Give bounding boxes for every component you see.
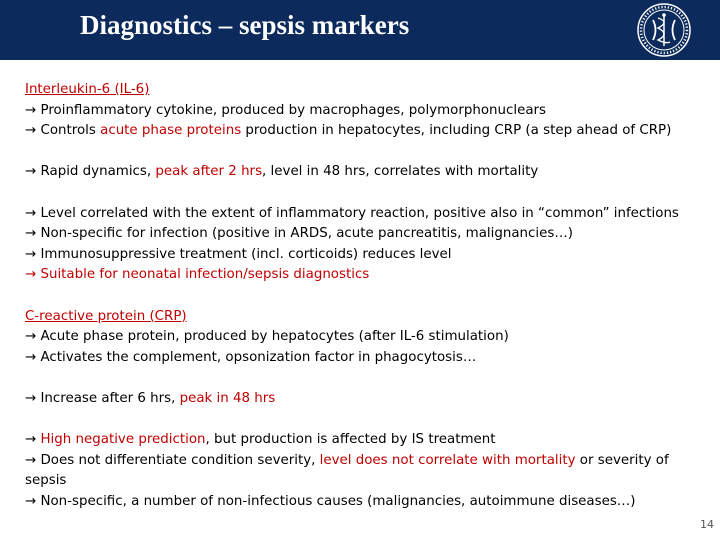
medical-faculty-seal-icon (636, 2, 692, 58)
crp-point-2: → Activates the complement, opsonization factor in phagocytosis… (25, 349, 477, 365)
il6-point-6: → Immunosuppressive treatment (incl. corticoids) reduces level (25, 246, 452, 262)
il6-point-1: → Proinflammatory cytokine, produced by macrophages, polymorphonuclears (25, 102, 547, 118)
crp-heading: C-reactive protein (CRP) (25, 308, 187, 324)
il6-point-5: → Non-specific for infection (positive in ARDS, acute pancreatitis, malignancies…) (25, 226, 573, 242)
slide-title: Diagnostics – sepsis markers (80, 10, 410, 40)
slide-header (0, 0, 720, 62)
crp-point-4: → High negative prediction, but production is affected by IS treatment (25, 432, 496, 448)
il6-point-2: → Controls acute phase proteins production in hepatocytes, including CRP (a step ahead of CRP) (25, 123, 672, 139)
crp-point-6: → Non-specific, a number of non-infectious causes (malignancies, autoimmune diseases…) (25, 493, 636, 509)
il6-heading: Interleukin-6 (IL-6) (25, 82, 150, 97)
crp-point-1: → Acute phase protein, produced by hepatocytes (after IL-6 stimulation) (25, 329, 509, 345)
slide-body (25, 80, 700, 512)
il6-point-3: → Rapid dynamics, peak after 2 hrs, level in 48 hrs, correlates with mortality (25, 164, 539, 180)
crp-point-5: → Does not differentiate condition severity, level does not correlate with mortality or severity of sepsis (25, 452, 673, 489)
il6-point-4: → Level correlated with the extent of inflammatory reaction, positive also in “common” infections (25, 205, 679, 221)
page-number: 14 (700, 518, 714, 531)
crp-point-3: → Increase after 6 hrs, peak in 48 hrs (25, 390, 276, 406)
il6-point-7: → Suitable for neonatal infection/sepsis diagnostics (25, 267, 370, 283)
